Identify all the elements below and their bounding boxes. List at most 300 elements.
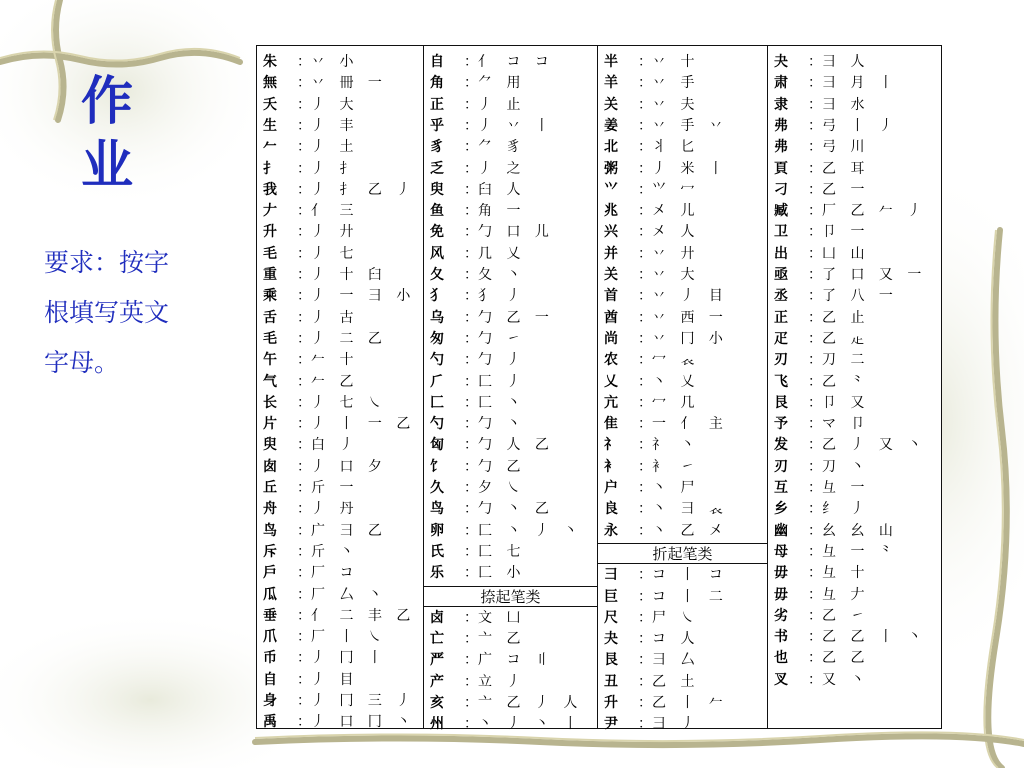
stroke-sequence: 礻 丶 <box>652 437 700 454</box>
radical-char: 严 <box>430 652 444 669</box>
row-colon: ： <box>297 75 311 92</box>
radical-char: 疋 <box>774 330 788 347</box>
row-colon: ： <box>808 416 822 433</box>
row-colon: ： <box>638 609 652 626</box>
table-row <box>257 372 423 393</box>
row-colon: ： <box>464 416 478 433</box>
stroke-sequence: コ 丨 二 <box>652 588 728 605</box>
row-colon: ： <box>464 673 478 690</box>
row-colon: ： <box>808 607 822 624</box>
row-colon: ： <box>638 458 652 475</box>
row-colon: ： <box>464 501 478 518</box>
row-colon: ： <box>638 501 652 518</box>
stroke-sequence: マ 卩 <box>822 416 870 433</box>
row-colon: ： <box>464 543 478 560</box>
stroke-sequence: 勹 乙 <box>478 458 526 475</box>
radical-char: 禹 <box>263 714 277 731</box>
radical-char: 久 <box>430 480 444 496</box>
table-row <box>257 435 423 456</box>
row-colon: ： <box>808 245 822 262</box>
row-colon: ： <box>638 75 652 92</box>
radical-char: 匚 <box>430 394 444 411</box>
stroke-sequence: 彐 水 <box>822 96 870 113</box>
table-row <box>257 478 423 499</box>
table-row <box>598 159 767 180</box>
table-row <box>598 116 767 137</box>
row-colon: ： <box>638 267 652 283</box>
stroke-sequence: 犭 丿 <box>478 288 526 305</box>
table-row <box>424 693 597 714</box>
row-colon: ： <box>808 565 822 582</box>
table-row <box>257 116 423 137</box>
row-colon: ： <box>808 181 822 198</box>
table-row <box>257 712 423 733</box>
row-colon: ： <box>297 245 311 262</box>
radical-char: 角 <box>430 75 444 92</box>
stroke-sequence: 彐 厶 <box>652 652 700 669</box>
table-row <box>598 587 767 608</box>
radical-char: 衤 <box>604 458 618 475</box>
row-colon: ： <box>638 480 652 496</box>
row-colon: ： <box>464 288 478 305</box>
radical-char: 勺 <box>430 352 444 369</box>
row-colon: ： <box>297 629 311 646</box>
table-row <box>424 414 597 435</box>
stroke-sequence: 卩 一 <box>822 224 870 241</box>
radical-char: 爪 <box>263 629 277 646</box>
table-row <box>768 606 941 627</box>
stroke-sequence: 丿 冂 丨 <box>311 650 387 667</box>
table-row <box>768 627 941 648</box>
table-row <box>768 159 941 180</box>
radical-char: 卤 <box>430 609 444 626</box>
stroke-sequence: 广 彐 乙 <box>311 522 387 539</box>
table-row <box>768 116 941 137</box>
table-row <box>424 137 597 158</box>
row-colon: ： <box>808 586 822 603</box>
stroke-sequence: 丿 丰 <box>311 117 359 134</box>
row-colon: ： <box>638 567 652 584</box>
row-colon: ： <box>464 181 478 198</box>
stroke-sequence: 丿 丹 <box>311 501 359 518</box>
table-row <box>257 542 423 563</box>
table-row <box>424 95 597 116</box>
radical-char: 饣 <box>430 458 444 475</box>
table-row <box>257 286 423 307</box>
row-colon: ： <box>464 224 478 241</box>
table-row <box>257 265 423 286</box>
radical-char: 生 <box>263 117 277 134</box>
stroke-sequence: 丿 古 <box>311 309 359 326</box>
row-colon: ： <box>297 543 311 560</box>
stroke-sequence: ⺈ 用 <box>478 75 526 92</box>
table-row <box>257 691 423 712</box>
table-row <box>598 52 767 73</box>
radical-char: 发 <box>774 437 788 454</box>
stroke-sequence: 丶 丿 丶 丨 <box>478 716 583 733</box>
radical-char: ⺍ <box>604 181 618 198</box>
table-row <box>257 585 423 606</box>
radical-char: 关 <box>604 96 618 113</box>
row-colon: ： <box>638 203 652 220</box>
stroke-sequence: 丷 手 <box>652 75 700 92</box>
stroke-sequence: 勹 丶 <box>478 416 526 433</box>
table-row <box>768 414 941 435</box>
row-colon: ： <box>464 437 478 454</box>
table-row <box>257 393 423 414</box>
stroke-sequence: 幺 幺 山 <box>822 522 898 539</box>
radical-char: 艮 <box>774 394 788 411</box>
table-row <box>598 137 767 158</box>
row-colon: ： <box>464 139 478 156</box>
row-colon: ： <box>638 437 652 454</box>
radical-char: 鸟 <box>430 501 444 518</box>
radical-char: 乘 <box>263 288 277 305</box>
row-colon: ： <box>808 480 822 496</box>
title-char: 业 <box>80 136 133 196</box>
row-colon: ： <box>464 458 478 475</box>
row-colon: ： <box>638 54 652 70</box>
stroke-sequence: 角 一 <box>478 203 526 220</box>
stroke-sequence: 厂 乙 𠂉 丿 <box>822 203 927 220</box>
stroke-sequence: コ 人 <box>652 631 700 648</box>
table-row <box>768 95 941 116</box>
radical-char: 自 <box>263 671 277 688</box>
table-row <box>598 650 767 671</box>
stroke-sequence: 乙 乙 <box>822 650 870 667</box>
stroke-sequence: 丷 大 <box>652 267 700 283</box>
radical-char: 姜 <box>604 117 618 134</box>
radical-char: 夬 <box>604 631 618 648</box>
stroke-sequence: 丿 止 <box>478 96 526 113</box>
table-row <box>768 329 941 350</box>
radical-char: 無 <box>263 75 277 92</box>
row-colon: ： <box>638 181 652 198</box>
table-row <box>598 608 767 629</box>
table-row <box>768 137 941 158</box>
table-row <box>257 457 423 478</box>
row-colon: ： <box>808 267 822 283</box>
stroke-sequence: 冖 𧘇 <box>652 352 700 369</box>
row-colon: ： <box>297 267 311 283</box>
row-colon: ： <box>638 245 652 262</box>
table-row <box>424 159 597 180</box>
row-colon: ： <box>297 437 311 454</box>
row-colon: ： <box>638 652 652 669</box>
radical-char: 叉 <box>774 671 788 688</box>
stroke-sequence: 了 口 又 一 <box>822 267 927 283</box>
row-colon: ： <box>464 75 478 92</box>
row-colon: ： <box>808 309 822 326</box>
radical-char: 尺 <box>604 609 618 626</box>
radical-char: 隶 <box>774 96 788 113</box>
row-colon: ： <box>464 609 478 626</box>
radical-char: 劣 <box>774 607 788 624</box>
stroke-sequence: 立 丿 <box>478 673 526 690</box>
stroke-sequence: 乙 耳 <box>822 160 870 177</box>
stroke-sequence: 刀 丶 <box>822 458 870 475</box>
table-row <box>424 608 597 629</box>
radical-char: 毋 <box>774 586 788 603</box>
stroke-sequence: 丷 丿 目 <box>652 288 728 305</box>
row-colon: ： <box>464 716 478 733</box>
radical-char: 瓜 <box>263 586 277 603</box>
table-row <box>424 563 597 584</box>
stroke-sequence: 㐅 人 <box>652 224 700 241</box>
stroke-sequence: 丿 冂 三 丿 <box>311 693 416 709</box>
table-row <box>257 350 423 371</box>
stroke-sequence: 丿 二 乙 <box>311 330 387 347</box>
table-row <box>257 73 423 94</box>
radical-char: 北 <box>604 139 618 156</box>
row-colon: ： <box>297 501 311 518</box>
row-colon: ： <box>464 96 478 113</box>
row-colon: ： <box>297 139 311 156</box>
table-row <box>598 201 767 222</box>
row-colon: ： <box>297 373 311 390</box>
radical-char: ⺁ <box>430 373 444 390</box>
radical-char: 鱼 <box>430 203 444 220</box>
row-colon: ： <box>297 117 311 134</box>
table-row <box>257 159 423 180</box>
table-row <box>424 372 597 393</box>
radical-char: 乌 <box>430 309 444 326</box>
radical-char: 良 <box>604 501 618 518</box>
row-colon: ： <box>808 160 822 177</box>
radical-char: 刃 <box>774 458 788 475</box>
row-colon: ： <box>638 224 652 241</box>
stroke-sequence: 丿 七 <box>311 245 359 262</box>
radical-char: 长 <box>263 394 277 411</box>
table-row <box>768 73 941 94</box>
stroke-sequence: 丷 手 丷 <box>652 117 728 134</box>
table-row <box>424 265 597 286</box>
row-colon: ： <box>297 330 311 347</box>
radical-char: 关 <box>604 267 618 283</box>
title-char: 作 <box>80 72 133 132</box>
radical-char: 亟 <box>774 267 788 283</box>
row-colon: ： <box>297 565 311 582</box>
stroke-sequence: 厂 丨 ㇏ <box>311 629 387 646</box>
row-colon: ： <box>464 330 478 347</box>
table-row <box>598 73 767 94</box>
page-title <box>72 70 142 198</box>
stroke-sequence: 丿 土 <box>311 139 359 156</box>
row-colon: ： <box>808 117 822 134</box>
stroke-sequence: 勹 ㇀ <box>478 330 526 347</box>
table-row <box>257 137 423 158</box>
stroke-sequence: 彐 月 丨 <box>822 75 898 92</box>
table-row <box>768 542 941 563</box>
radical-char: 出 <box>774 245 788 262</box>
stroke-sequence: 纟 丿 <box>822 501 870 518</box>
table-row <box>598 308 767 329</box>
radical-char: 戶 <box>263 565 277 582</box>
stroke-sequence: 乙 丨 𠂉 <box>652 695 728 711</box>
table-row <box>598 499 767 520</box>
stroke-sequence: 丿 口 冂 丶 <box>311 714 416 731</box>
row-colon: ： <box>808 543 822 560</box>
stroke-sequence: 亠 乙 <box>478 631 526 648</box>
radical-char: 升 <box>604 695 618 711</box>
stroke-sequence: 𠂉 十 <box>311 352 359 369</box>
table-row <box>598 372 767 393</box>
row-colon: ： <box>638 352 652 369</box>
radical-char: 𠂇 <box>263 203 277 220</box>
stroke-sequence: 丷 夫 <box>652 96 700 113</box>
table-row <box>257 308 423 329</box>
stroke-sequence: 乙 龰 <box>822 330 870 347</box>
radical-char: 弗 <box>774 117 788 134</box>
radical-char: 犭 <box>430 288 444 305</box>
radical-char: 臧 <box>774 203 788 220</box>
table-row <box>424 244 597 265</box>
row-colon: ： <box>297 458 311 475</box>
table-row <box>768 372 941 393</box>
row-colon: ： <box>464 373 478 390</box>
table-row <box>257 648 423 669</box>
row-colon: ： <box>638 309 652 326</box>
radical-char: 重 <box>263 267 277 283</box>
radical-char: 勺 <box>430 416 444 433</box>
stroke-sequence: 丿 扌 乙 丿 <box>311 181 416 198</box>
radical-char: 肃 <box>774 75 788 92</box>
row-colon: ： <box>808 671 822 688</box>
radical-char: 予 <box>774 416 788 433</box>
table-row <box>424 201 597 222</box>
radical-char: 刃 <box>774 352 788 369</box>
radical-char: 半 <box>604 54 618 70</box>
radical-char: 产 <box>430 673 444 690</box>
radical-char: 毛 <box>263 330 277 347</box>
radical-char: 亡 <box>430 631 444 648</box>
radical-char: 酋 <box>604 309 618 326</box>
row-colon: ： <box>297 352 311 369</box>
radical-char: 丞 <box>774 288 788 305</box>
table-row <box>424 672 597 693</box>
radical-char: 我 <box>263 181 277 198</box>
table-row <box>768 435 941 456</box>
row-colon: ： <box>808 288 822 305</box>
table-row <box>424 180 597 201</box>
stroke-sequence: 勹 人 乙 <box>478 437 554 454</box>
row-colon: ： <box>297 309 311 326</box>
stroke-sequence: 厂 コ <box>311 565 359 582</box>
table-row <box>257 222 423 243</box>
radical-char: 户 <box>604 480 618 496</box>
row-colon: ： <box>808 650 822 667</box>
table-row <box>257 499 423 520</box>
radical-char: 卵 <box>430 522 444 539</box>
radical-char: 风 <box>430 245 444 262</box>
radical-char: 毋 <box>774 565 788 582</box>
table-row <box>424 435 597 456</box>
row-colon: ： <box>297 586 311 603</box>
radical-char: 自 <box>430 54 444 70</box>
table-row <box>424 350 597 371</box>
stroke-sequence: 匚 小 <box>478 565 526 582</box>
stroke-sequence: 斤 丶 <box>311 543 359 560</box>
stroke-sequence: 丷 十 <box>652 54 700 70</box>
radical-table <box>256 45 942 733</box>
table-row <box>424 521 597 542</box>
stroke-sequence: 勹 丿 <box>478 352 526 369</box>
row-colon: ： <box>464 695 478 711</box>
table-row <box>424 393 597 414</box>
stroke-sequence: 丿 口 夕 <box>311 458 387 475</box>
table-row <box>424 629 597 650</box>
row-colon: ： <box>297 671 311 688</box>
row-colon: ： <box>464 394 478 411</box>
table-row <box>598 714 767 735</box>
table-row <box>257 670 423 691</box>
stroke-sequence: 亠 乙 丿 人 <box>478 695 583 711</box>
row-colon: ： <box>808 96 822 113</box>
radical-char: 免 <box>430 224 444 241</box>
row-colon: ： <box>808 139 822 156</box>
row-colon: ： <box>808 330 822 347</box>
table-row <box>424 73 597 94</box>
stroke-sequence: 彐 丿 <box>652 716 700 733</box>
row-colon: ： <box>808 522 822 539</box>
row-colon: ： <box>638 631 652 648</box>
row-colon: ： <box>638 695 652 711</box>
row-colon: ： <box>638 330 652 347</box>
stroke-sequence: 丷 冊 一 <box>311 75 387 92</box>
radical-char: 夂 <box>430 267 444 283</box>
radical-char: 互 <box>774 480 788 496</box>
radical-char: 午 <box>263 352 277 369</box>
stroke-sequence: 勹 丶 乙 <box>478 501 554 518</box>
row-colon: ： <box>297 693 311 709</box>
radical-char: 匆 <box>430 330 444 347</box>
stroke-sequence: 冖 几 <box>652 394 700 411</box>
table-row <box>257 606 423 627</box>
table-row <box>424 286 597 307</box>
radical-char: 币 <box>263 650 277 667</box>
radical-char: 片 <box>263 416 277 433</box>
stroke-sequence: 彑 十 <box>822 565 870 582</box>
table-row <box>598 478 767 499</box>
table-row <box>598 629 767 650</box>
table-row <box>768 222 941 243</box>
row-colon: ： <box>464 565 478 582</box>
stroke-sequence: 彑 一 ⺀ <box>822 543 898 560</box>
table-row <box>257 627 423 648</box>
radical-char: 臾 <box>263 437 277 454</box>
radical-char: 弗 <box>774 139 788 156</box>
radical-char: 斥 <box>263 543 277 560</box>
radical-char: 兆 <box>604 203 618 220</box>
table-row <box>257 244 423 265</box>
section-header: 折起笔类 <box>598 543 767 564</box>
row-colon: ： <box>808 224 822 241</box>
radical-char: 正 <box>774 309 788 326</box>
stroke-sequence: 匚 七 <box>478 543 526 560</box>
table-row <box>768 265 941 286</box>
radical-char: 尚 <box>604 330 618 347</box>
row-colon: ： <box>464 54 478 70</box>
row-colon: ： <box>464 117 478 134</box>
radical-char: 臾 <box>430 181 444 198</box>
row-colon: ： <box>297 54 311 70</box>
row-colon: ： <box>297 288 311 305</box>
radical-char: ⺕ <box>604 567 618 584</box>
table-row <box>257 414 423 435</box>
table-column-4 <box>767 46 941 728</box>
radical-char: 頁 <box>774 160 788 177</box>
stroke-sequence: 丿 扌 <box>311 160 359 177</box>
